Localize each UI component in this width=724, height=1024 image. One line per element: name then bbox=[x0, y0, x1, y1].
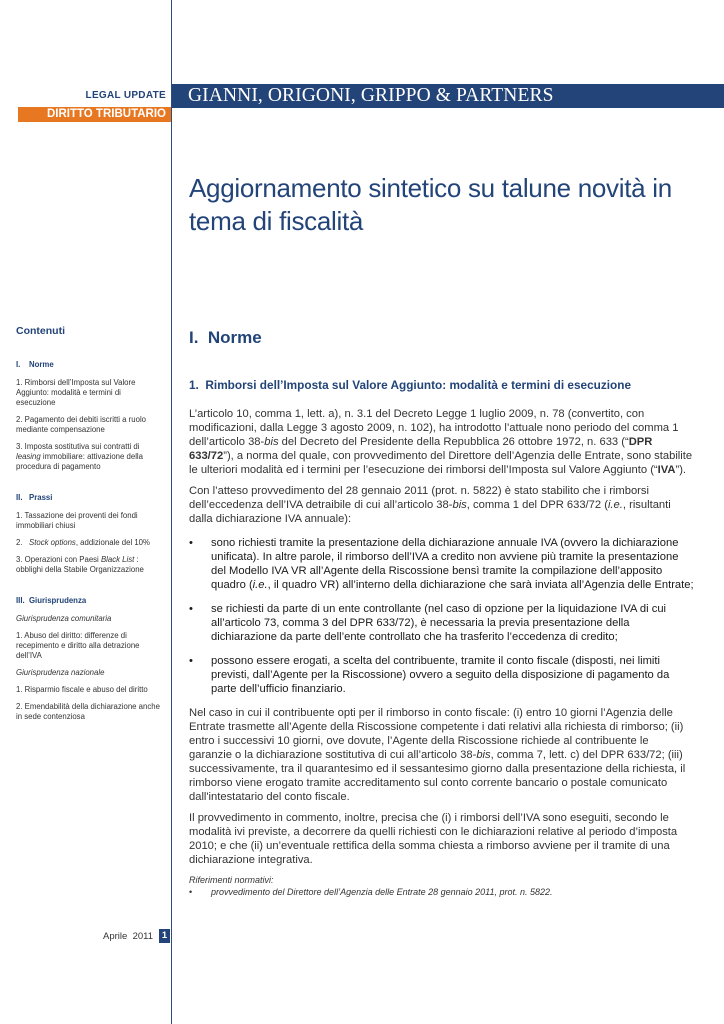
bullet-item: • sono richiesti tramite la presentazione della dichiarazione annuale IVA (ovvero la dichiarazione unificata). In altre parole, il rimborso dell’IVA a credito non avviene più tramite la presentazione del Modello IVA VR all’Agente della Riscossione bensì tramite la compilazione dell’apposito quadro (i.e., il quadro VR) all’interno della dichiarazione che sarà inviata all’Agenzia delle Entrate; bbox=[189, 537, 694, 591]
bullet-item: • possono essere erogati, a scelta del contribuente, tramite il conto fiscale (disposti, nei limiti previsti, dall’Agente per la Riscossione) ovvero a seguito della disposizione di pagamento da parte dell’ufficio finanziario. bbox=[189, 655, 670, 695]
toc-subsection: Giurisprudenza comunitaria bbox=[16, 614, 112, 623]
toc-section-norme: I. Norme bbox=[16, 360, 54, 369]
subsection-heading: 1. Rimborsi dell’Imposta sul Valore Aggiunto: modalità e termini di esecuzione bbox=[189, 378, 632, 392]
toc-heading: Contenuti bbox=[16, 325, 65, 337]
paragraph: Il provvedimento in commento, inoltre, precisa che (i) i rimborsi dell’IVA sono eseguiti, secondo le modalità ivi previste, a decorrere da quelli richiesti con le dichiarazioni relative al periodo d’imposta 2010; e che (ii) un’eventuale rettifica della somma chiesta a rimborso avviene per il tramite di una dichiarazione integrativa. bbox=[189, 812, 678, 866]
paragraph: L’articolo 10, comma 1, lett. a), n. 3.1 del Decreto Legge 1 luglio 2009, n. 78 (convertito, con modificazioni, dalla Legge 3 agosto 2009, n. 102), ha introdotto l’attuale nono periodo del comma 1 dell’articolo 38-bis del Decreto del Presidente della Repubblica 26 ottobre 1972, n. 633 (“DPR 633/72”), a norma del quale, con provvedimento del Direttore dell’Agenzia delle Entrate, sono stabilite le ulteriori modalità ed i termini per l’esecuzione dei rimborsi dell’Imposta sul Valore Aggiunto (“IVA”). bbox=[189, 408, 693, 476]
legal-update-label: LEGAL UPDATE bbox=[85, 90, 166, 101]
table-of-contents bbox=[16, 326, 162, 729]
document-title: Aggiornamento sintetico su talune novità in tema di fiscalità bbox=[189, 173, 672, 236]
vertical-rule bbox=[171, 0, 172, 1024]
references-label: Riferimenti normativi: bbox=[189, 875, 274, 885]
toc-subsection: Giurisprudenza nazionale bbox=[16, 668, 105, 677]
toc-item: 2. Stock options, addizionale del 10% bbox=[16, 538, 150, 547]
references bbox=[189, 874, 694, 898]
toc-item: 2. Emendabilità della dichiarazione anche in sede contenziosa bbox=[16, 702, 160, 721]
footer-date: Aprile 2011 bbox=[103, 931, 153, 942]
bullet-list bbox=[189, 536, 694, 696]
paragraph: Nel caso in cui il contribuente opti per il rimborso in conto fiscale: (i) entro 10 giorni l’Agenzia delle Entrate trasmette all’Agente della Riscossione competente i dati relativi alla richiesta di rimborso; (ii) entro i successivi 10 giorni, ove dovute, l’Agente della Riscossione richiede al contribuente le garanzie o la dichiarazione sostitutiva di cui all’articolo 38-bis, comma 7, lett. c) del DPR 633/72; (iii) successivamente, tra il quarantesimo ed il sessantesimo giorno dalla presentazione della richiesta, il rimborso viene erogato tramite accreditamento sul conto corrente bancario o postale comunicato dall'intestatario del conto fiscale. bbox=[189, 707, 686, 803]
toc-item: 1. Tassazione dei proventi dei fondi immobiliari chiusi bbox=[16, 511, 138, 530]
toc-section-giurisprudenza: III. Giurisprudenza bbox=[16, 596, 87, 605]
paragraph: Con l’atteso provvedimento del 28 gennaio 2011 (prot. n. 5822) è stato stabilito che i rimborsi dell’eccedenza dell’IVA detraibile di cui all’articolo 38-bis, comma 1 del DPR 633/72 (i.e., risultanti dalla dichiarazione IVA annuale): bbox=[189, 485, 671, 525]
reference-item: • provvedimento del Direttore dell’Agenzia delle Entrate 28 gennaio 2011, prot. n. 5822. bbox=[189, 887, 553, 897]
bullet-icon: • bbox=[189, 655, 193, 667]
firm-name: GIANNI, ORIGONI, GRIPPO & PARTNERS bbox=[188, 85, 554, 106]
page-number: 1 bbox=[159, 929, 170, 943]
toc-item: 1. Rimborsi dell’Imposta sul Valore Aggiunto: modalità e termini di esecuzione bbox=[16, 378, 136, 407]
toc-item: 1. Risparmio fiscale e abuso del diritto bbox=[16, 685, 148, 694]
bullet-item: • se richiesti da parte di un ente controllante (nel caso di opzione per la liquidazione IVA di cui all’articolo 73, comma 3 del DPR 633/72), è necessaria la previa presentazione della dichiarazione da parte dell’ente controllato che ha trasferito l’eccedenza di credito; bbox=[189, 603, 667, 643]
toc-item: 2. Pagamento dei debiti iscritti a ruolo mediante compensazione bbox=[16, 415, 147, 434]
toc-item: 3. Imposta sostitutiva sui contratti di leasing immobiliare: attivazione della procedura di pagamento bbox=[16, 442, 143, 471]
main-content bbox=[189, 328, 694, 898]
bullet-icon: • bbox=[189, 887, 193, 897]
toc-section-prassi: II. Prassi bbox=[16, 493, 53, 502]
section-label: DIRITTO TRIBUTARIO bbox=[46, 108, 166, 120]
bullet-icon: • bbox=[189, 537, 193, 549]
section-heading: I. Norme bbox=[189, 328, 262, 347]
toc-item: 1. Abuso del diritto: differenze di recepimento e diritto alla detrazione dell’IVA bbox=[16, 631, 140, 660]
bullet-icon: • bbox=[189, 603, 193, 615]
toc-item: 3. Operazioni con Paesi Black List : obblighi della Stabile Organizzazione bbox=[16, 555, 144, 574]
